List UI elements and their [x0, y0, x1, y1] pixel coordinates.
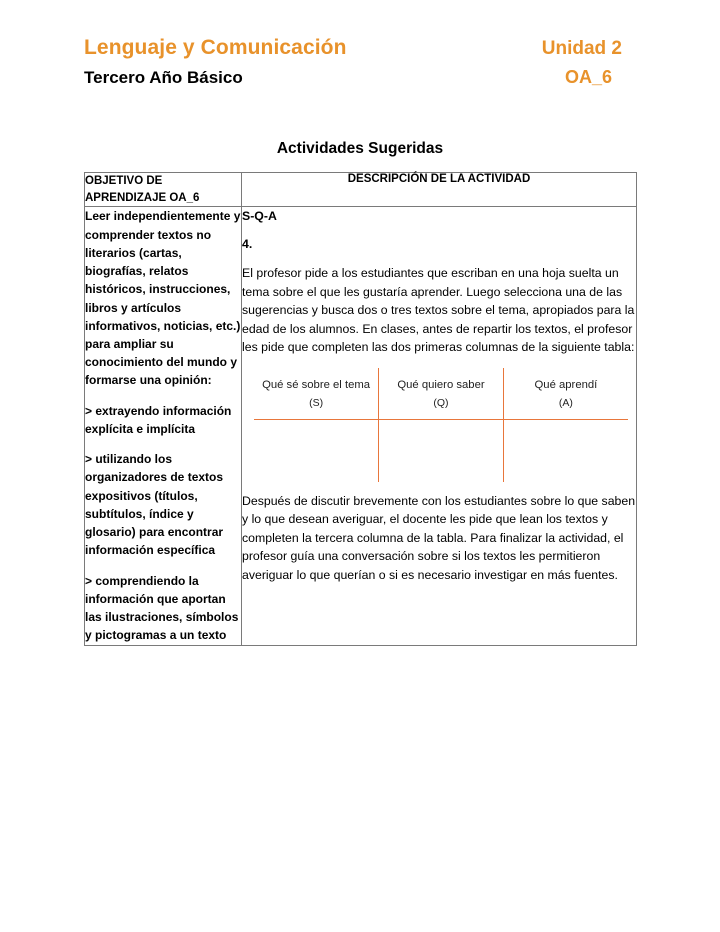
oa-code-label: OA_6 — [564, 67, 612, 87]
objective-bullet-1: > extrayendo información explícita e implícita — [85, 403, 232, 436]
sqa-cell-q — [379, 419, 504, 482]
sqa-cell-a — [503, 419, 628, 482]
activity-number: 4. — [242, 236, 253, 251]
header-row-secondary — [84, 67, 636, 88]
unit-label: Unidad 2 — [541, 38, 622, 59]
sqa-empty-row — [254, 419, 628, 482]
table-content-row — [85, 207, 637, 645]
activity-table — [84, 172, 637, 646]
objective-column-header: OBJETIVO DE APRENDIZAJE OA_6 — [85, 173, 242, 207]
sqa-label-q: Qué quiero saber — [397, 379, 485, 392]
table-header-row — [85, 173, 637, 207]
sqa-label-a: Qué aprendí — [534, 379, 598, 392]
sqa-table — [254, 368, 628, 481]
description-cell — [242, 207, 637, 645]
activity-paragraph-2: Después de discutir brevemente con los estudiantes sobre lo que saben y lo que desean averiguar, el docente les pide que lean los textos y completen la tercera columna de la tabla. Para finalizar la actividad, el profesor guía una conversación sobre si los textos les permitieron averiguar lo que querían o si es necesario investigar en más fuentes. — [242, 493, 636, 582]
sqa-label-s: Qué sé sobre el tema — [262, 379, 371, 392]
document-header — [84, 36, 636, 88]
sqa-column-header-q — [379, 368, 504, 419]
sqa-table-wrapper — [242, 368, 636, 481]
grade-label: Tercero Año Básico — [84, 68, 243, 87]
sqa-column-header-a — [503, 368, 628, 419]
activity-title: S-Q-A — [242, 209, 277, 224]
objective-paragraph-main: Leer independientemente y comprender textos no literarios (cartas, biografías, relatos históricos, instrucciones, libros y artículos informativos, noticias, etc.) para ampliar su conocimiento del mundo y formarse una opinión: — [85, 209, 241, 388]
sqa-header-row — [254, 368, 628, 419]
sqa-cell-s — [254, 419, 379, 482]
objective-cell — [85, 207, 242, 645]
sqa-code-q: (Q) — [433, 396, 449, 409]
description-column-header: DESCRIPCIÓN DE LA ACTIVIDAD — [242, 173, 637, 207]
sqa-column-header-s — [254, 368, 379, 419]
activity-paragraph-1: El profesor pide a los estudiantes que escriban en una hoja suelta un tema sobre el que les gustaría aprender. Luego selecciona una de las sugerencias y busca dos o tres textos sobre el tema, apropiados para la edad de los alumnos. En clases, antes de repartir los textos, el profesor les pide que completen las dos primeras columnas de la siguiente tabla: — [242, 266, 635, 354]
header-row-primary — [84, 36, 636, 60]
sqa-code-s: (S) — [309, 396, 324, 409]
section-heading: Actividades Sugeridas — [276, 140, 444, 157]
objective-bullet-3: > comprendiendo la información que aportan las ilustraciones, símbolos y pictogramas a un texto — [85, 573, 239, 643]
objective-bullet-2: > utilizando los organizadores de textos expositivos (títulos, subtítulos, índice y glosario) para encontrar información específica — [85, 452, 224, 558]
subject-title: Lenguaje y Comunicación — [84, 36, 347, 59]
sqa-code-a: (A) — [558, 396, 573, 409]
